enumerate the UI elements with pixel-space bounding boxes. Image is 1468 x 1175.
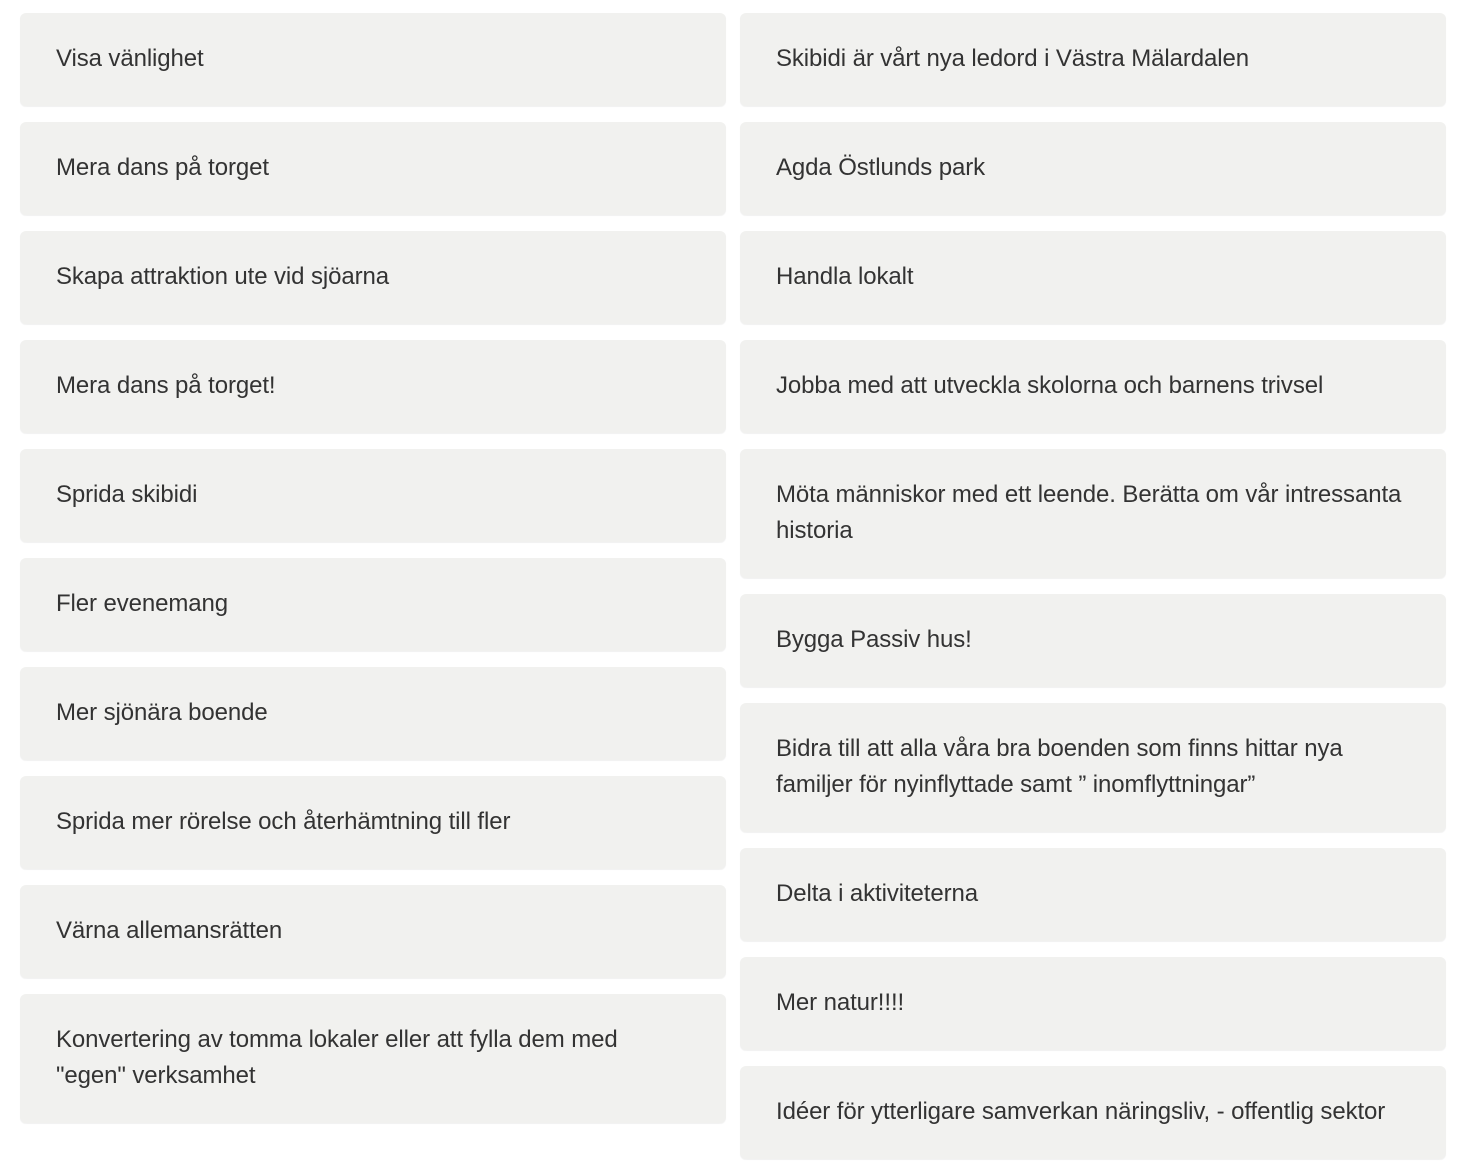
idea-card[interactable]: Delta i aktiviteterna [740,848,1446,941]
idea-card[interactable]: Mer natur!!!! [740,957,1446,1050]
idea-card[interactable]: Värna allemansrätten [20,885,726,978]
idea-card[interactable]: Handla lokalt [740,231,1446,324]
idea-card[interactable]: Möta människor med ett leende. Berätta om vår intressanta historia [740,449,1446,578]
right-column [740,13,1446,1175]
idea-card[interactable]: Mera dans på torget! [20,340,726,433]
idea-card[interactable]: Idéer för ytterligare samverkan näringsliv, - offentlig sektor [740,1066,1446,1159]
idea-card[interactable]: Fler evenemang [20,558,726,651]
idea-card[interactable]: Mera dans på torget [20,122,726,215]
idea-card[interactable]: Bidra till att alla våra bra boenden som finns hittar nya familjer för nyinflyttade samt ” inomflyttningar” [740,703,1446,832]
idea-card[interactable]: Jobba med att utveckla skolorna och barnens trivsel [740,340,1446,433]
idea-card[interactable]: Agda Östlunds park [740,122,1446,215]
idea-card[interactable]: Sprida skibidi [20,449,726,542]
idea-card[interactable]: Mer sjönära boende [20,667,726,760]
idea-card[interactable]: Bygga Passiv hus! [740,594,1446,687]
left-column [20,13,726,1139]
idea-card[interactable]: Visa vänlighet [20,13,726,106]
idea-card[interactable]: Skibidi är vårt nya ledord i Västra Mälardalen [740,13,1446,106]
idea-card[interactable]: Konvertering av tomma lokaler eller att fylla dem med "egen" verksamhet [20,994,726,1123]
idea-card[interactable]: Sprida mer rörelse och återhämtning till fler [20,776,726,869]
idea-card[interactable]: Skapa attraktion ute vid sjöarna [20,231,726,324]
